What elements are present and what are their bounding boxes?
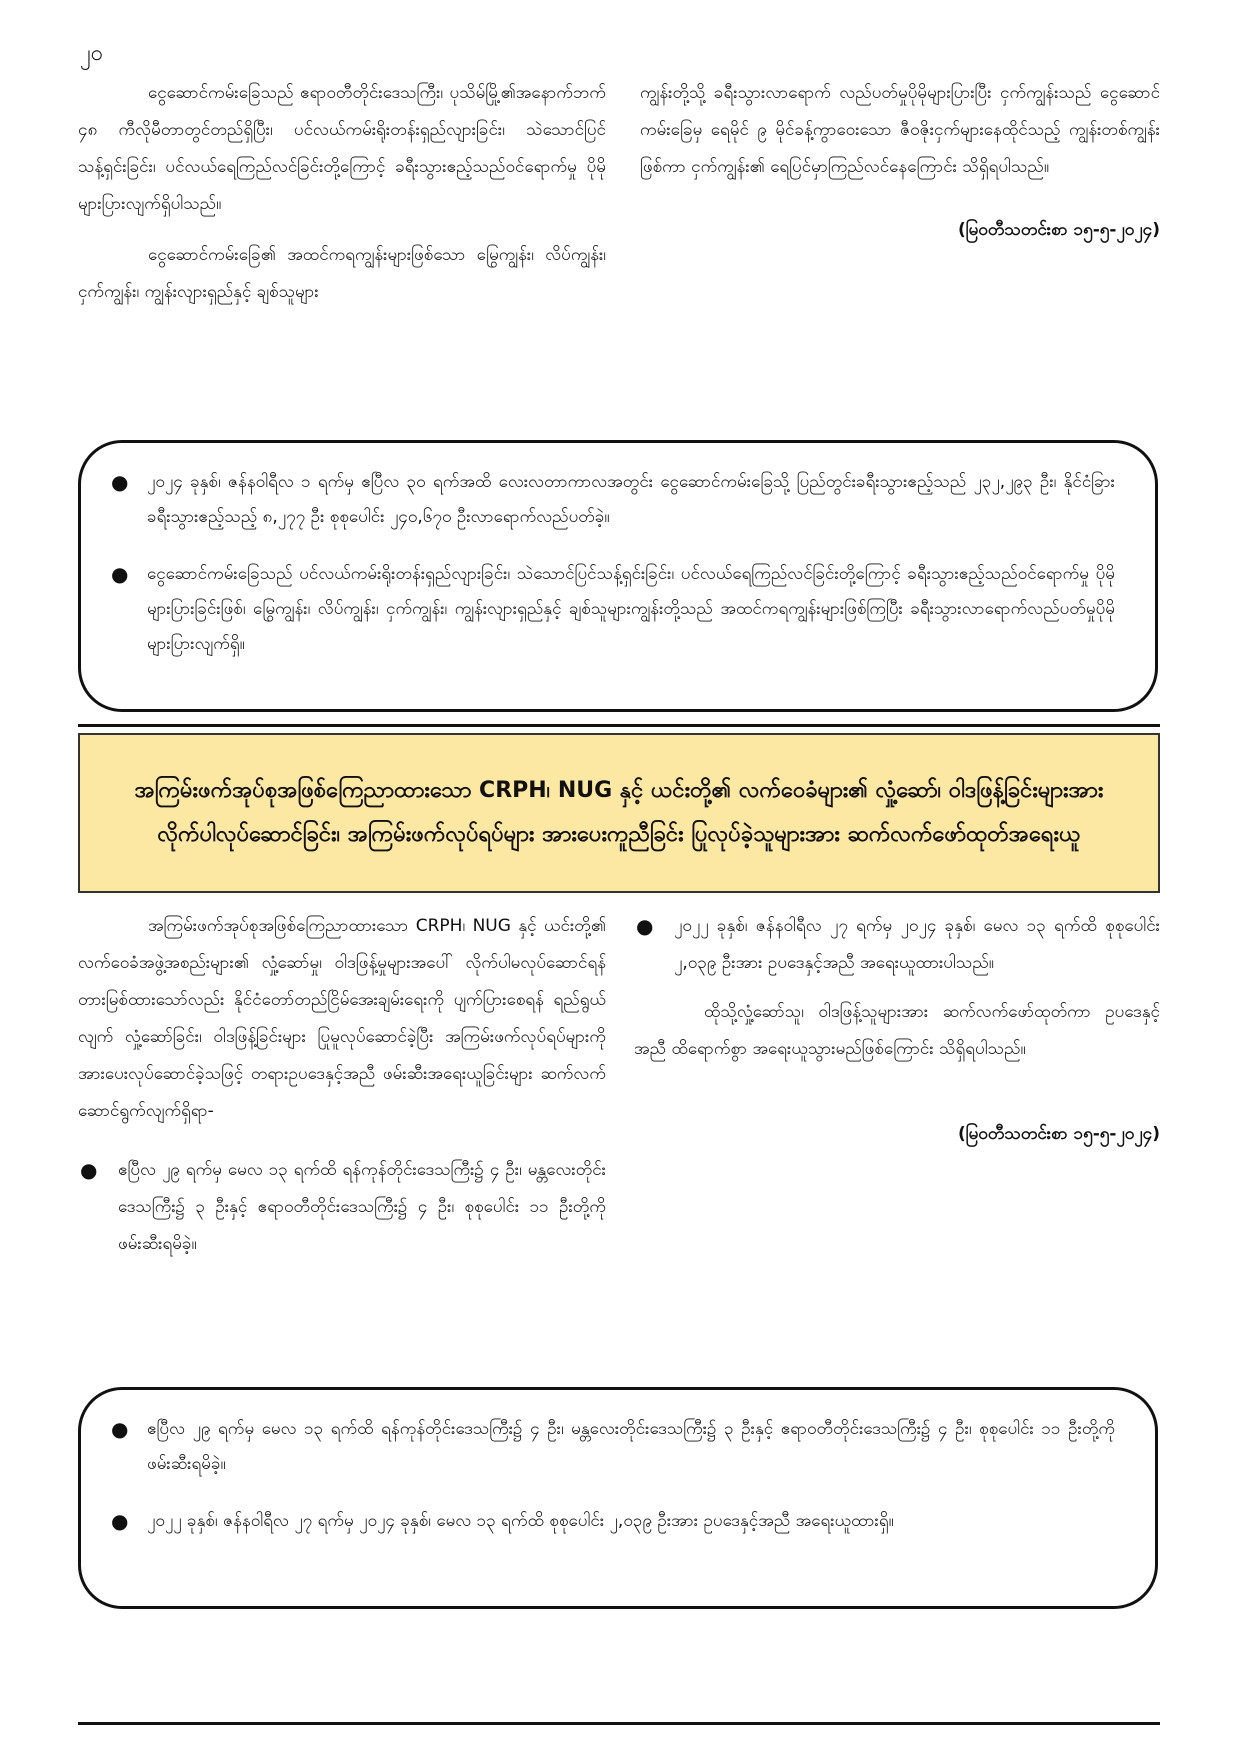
- summary-item-text: ငွေဆောင်ကမ်းခြေသည် ပင်လယ်ကမ်းရိုးတန်းရှည်လျားခြင်း၊ သဲသောင်ပြင်သန့်ရှင်းခြင်း၊ ပင်လယ်ရေကြည်လင်ခြင်းတို့ကြောင့် ခရီးသွားဧည့်သည်ဝင်ရောက်မှု ပိုမိုများပြားခြင်းဖြစ်၊ မြွေကျွန်း၊ လိပ်ကျွန်း၊ ငှက်ကျွန်း၊ ကျွန်းလျားရှည်နှင့် ချစ်သူများကျွန်းတို့သည် အထင်ကရကျွန်းများဖြစ်ကြပြီး ခရီးသွားလာရောက်လည်ပတ်မှုပိုမိုများပြားလျက်ရှိ။: [147, 564, 1115, 654]
- article-2-headline: အကြမ်းဖက်အုပ်စုအဖြစ်ကြေညာထားသော CRPH၊ NUG နှင့် ယင်းတို့၏ လက်ဝေခံများ၏ လှုံ့ဆော်၊ ဝါဒဖြန့်ခြင်းများအား လိုက်ပါလုပ်ဆောင်ခြင်း၊ အကြမ်းဖက်လုပ်ရပ်များ အားပေးကူညီခြင်း ပြုလုပ်ခဲ့သူများအား ဆက်လက်ဖော်ထုတ်အရေးယူ: [78, 733, 1160, 893]
- summary-item: [107, 465, 1115, 535]
- article-1-paragraph: ငွေဆောင်ကမ်းခြေ၏ အထင်ကရကျွန်းများဖြစ်သော မြွေကျွန်း၊ လိပ်ကျွန်း၊ ငှက်ကျွန်း၊ ကျွန်းလျားရှည်နှင့် ချစ်သူများ: [78, 245, 606, 302]
- summary-item: [107, 1504, 1115, 1539]
- summary-box-1: [78, 440, 1158, 712]
- bullet-icon: ●: [111, 562, 129, 586]
- summary-item-text: ဧပြီလ ၂၉ ရက်မှ မေလ ၁၃ ရက်ထိ ရန်ကုန်တိုင်းဒေသကြီး၌ ၄ ဦး၊ မန္တလေးတိုင်းဒေသကြီး၌ ၃ ဦးနှင့် ဧရာဝတီတိုင်းဒေသကြီး၌ ၄ ဦး၊ စုစုပေါင်း ၁၁ ဦးတို့ကို ဖမ်းဆီးရမိခဲ့။: [147, 1419, 1115, 1474]
- article-2-paragraph: အကြမ်းဖက်အုပ်စုအဖြစ်ကြေညာထားသော CRPH၊ NUG နှင့် ယင်းတို့၏ လက်ဝေခံအဖွဲ့အစည်းများ၏ လှုံ့ဆော်မှု၊ ဝါဒဖြန့်မှုများအပေါ် လိုက်ပါမလုပ်ဆောင်ရန် တားမြစ်ထားသော်လည်း နိုင်ငံတော်တည်ငြိမ်အေးချမ်းရေးကို ပျက်ပြားစေရန် ရည်ရွယ်လျက် လှုံ့ဆော်ခြင်း၊ ဝါဒဖြန့်ခြင်းများ ပြုမူလုပ်ဆောင်ခဲ့ပြီး အကြမ်းဖက်လုပ်ရပ်များကို အားပေးလုပ်ဆောင်ခဲ့သဖြင့် တရားဥပဒေနှင့်အညီ ဖမ်းဆီးအရေးယူခြင်းများ ဆက်လက်ဆောင်ရွက်လျက်ရှိရာ-: [78, 916, 606, 1121]
- article-2-source: (မြဝတီသတင်းစာ ၁၅-၅-၂၀၂၄): [957, 1124, 1160, 1144]
- summary-item-text: ၂၀၂၂ ခုနှစ်၊ ဇန်နဝါရီလ ၂၇ ရက်မှ ၂၀၂၄ ခုနှစ်၊ မေလ ၁၃ ရက်ထိ စုစုပေါင်း ၂,၀၃၉ ဦးအား ဥပဒေနှင့်အညီ အရေးယူထားရှိ။: [147, 1511, 894, 1531]
- bullet-icon: ●: [111, 1417, 129, 1441]
- section-divider: [78, 724, 1160, 727]
- page-number: ၂၀: [80, 41, 104, 66]
- article-2-bullet-text: ဧပြီလ ၂၉ ရက်မှ မေလ ၁၃ ရက်ထိ ရန်ကုန်တိုင်းဒေသကြီး၌ ၄ ဦး၊ မန္တလေးတိုင်းဒေသကြီး၌ ၃ ဦးနှင့် ဧရာဝတီတိုင်းဒေသကြီး၌ ၄ ဦး၊ စုစုပေါင်း ၁၁ ဦးတို့ကို ဖမ်းဆီးရမိခဲ့။: [118, 1160, 606, 1254]
- article-1-paragraph: ကျွန်းတို့သို့ ခရီးသွားလာရောက် လည်ပတ်မှုပိုမိုများပြားပြီး ငှက်ကျွန်းသည် ငွေဆောင်ကမ်းခြေမှ ရေမိုင် ၉ မိုင်ခန့်ကွာဝေးသော ဇီဝဇိုးငှက်များနေထိုင်သည့် ကျွန်းတစ်ကျွန်းဖြစ်ကာ ငှက်ကျွန်း၏ ရေပြင်မှာကြည်လင်နေကြောင်း သိရှိရပါသည်။: [640, 83, 1160, 177]
- article-2-right-column: [634, 908, 1160, 1153]
- summary-item: [107, 557, 1115, 662]
- article-1-source: (မြဝတီသတင်းစာ ၁၅-၅-၂၀၂၄): [957, 220, 1160, 240]
- article-2-paragraph: ထိုသို့လှုံ့ဆော်သူ၊ ဝါဒဖြန့်သူများအား ဆက်လက်ဖော်ထုတ်ကာ ဥပဒေနှင့်အညီ ထိရောက်စွာ အရေးယူသွားမည်ဖြစ်ကြောင်း သိရှိရပါသည်။: [634, 1002, 1160, 1059]
- summary-box-2: [78, 1387, 1158, 1609]
- article-2-bullet-text: ၂၀၂၂ ခုနှစ်၊ ဇန်နဝါရီလ ၂၇ ရက်မှ ၂၀၂၄ ခုနှစ်၊ မေလ ၁၃ ရက်ထိ စုစုပေါင်း ၂,၀၃၉ ဦးအား ဥပဒေနှင့်အညီ အရေးယူထားပါသည်။: [674, 916, 1160, 973]
- article-2-bullet-item: [634, 908, 1160, 982]
- page-bottom-divider: [78, 1722, 1160, 1725]
- bullet-icon: ●: [111, 470, 129, 494]
- article-2-bullet-item: [78, 1152, 606, 1263]
- bullet-icon: ●: [111, 1509, 129, 1533]
- summary-item-text: ၂၀၂၄ ခုနှစ်၊ ဇန်နဝါရီလ ၁ ရက်မှ ဧပြီလ ၃၀ ရက်အထိ လေးလတာကာလအတွင်း ငွေဆောင်ကမ်းခြေသို့ ပြည်တွင်းခရီးသွားဧည့်သည် ၂၃၂,၂၉၃ ဦး၊ နိုင်ငံခြားခရီးသွားဧည့်သည့် ၈,၂၇၇ ဦး စုစုပေါင်း ၂၄၀,၆၇၀ ဦးလာရောက်လည်ပတ်ခဲ့။: [147, 472, 1115, 527]
- article-1-left-column: [78, 75, 606, 311]
- bullet-icon: ●: [80, 1158, 98, 1182]
- article-1-right-column: [640, 75, 1160, 249]
- article-1-paragraph: ငွေဆောင်ကမ်းခြေသည် ဧရာဝတီတိုင်းဒေသကြီး၊ ပုသိမ်မြို့၏အနောက်ဘက် ၄၈ ကီလိုမီတာတွင်တည်ရှိပြီး၊ ပင်လယ်ကမ်းရိုးတန်းရှည်လျားခြင်း၊ သဲသောင်ပြင် သန့်ရှင်းခြင်း၊ ပင်လယ်ရေကြည်လင်ခြင်းတို့ကြောင့် ခရီးသွားဧည့်သည်ဝင်ရောက်မှု ပိုမိုများပြားလျက်ရှိပါသည်။: [78, 83, 606, 214]
- article-2-left-column: [78, 908, 606, 1263]
- summary-item: [107, 1412, 1115, 1482]
- bullet-icon: ●: [636, 914, 654, 938]
